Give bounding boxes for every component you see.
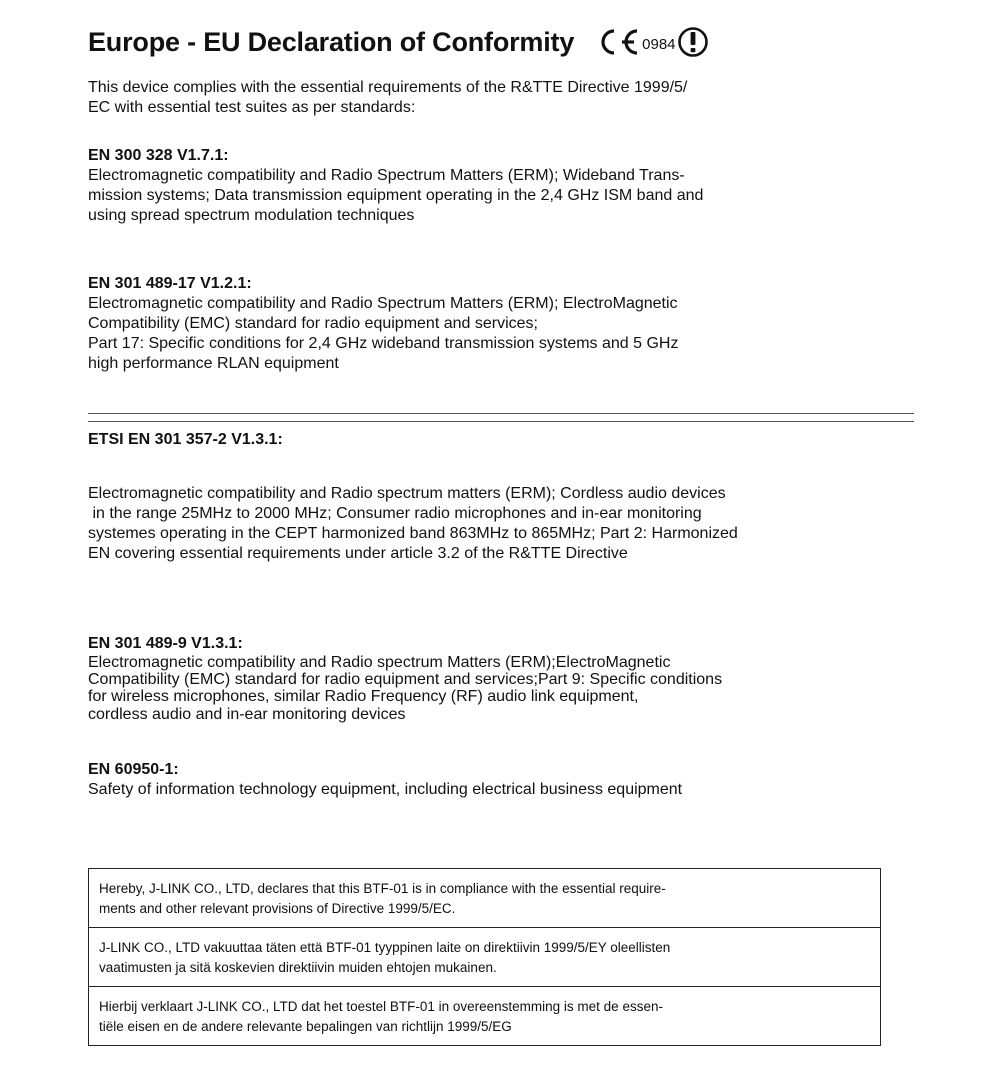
standard-en-300-328: [88, 146, 933, 226]
standard-en-301-489-17: [88, 274, 933, 374]
declaration-line: tiële eisen en de andere relevante bepalingen van richtlijn 1999/5/EG: [99, 1019, 512, 1034]
standard-line: Electromagnetic compatibility and Radio Spectrum Matters (ERM); Wideband Trans-: [88, 167, 685, 184]
declaration-finnish: [89, 928, 881, 987]
standard-heading: EN 300 328 V1.7.1:: [88, 147, 229, 164]
declaration-dutch: [89, 987, 881, 1046]
standard-line: Compatibility (EMC) standard for radio equipment and services;: [88, 315, 538, 332]
standard-en-60950-1: [88, 760, 933, 800]
standard-line: cordless audio and in-ear monitoring devices: [88, 706, 406, 723]
standard-heading: EN 301 489-9 V1.3.1:: [88, 635, 243, 652]
standard-line: Compatibility (EMC) standard for radio equipment and services;Part 9: Specific conditions: [88, 671, 723, 688]
standard-line: Electromagnetic compatibility and Radio Spectrum Matters (ERM); ElectroMagnetic: [88, 295, 678, 312]
standard-line: Safety of information technology equipment, including electrical business equipment: [88, 781, 683, 798]
standard-line: Electromagnetic compatibility and Radio spectrum Matters (ERM);ElectroMagnetic: [88, 654, 671, 671]
divider-line: [88, 413, 914, 414]
standard-etsi-en-301-357-2-body: [88, 484, 938, 564]
header: [88, 22, 709, 62]
standard-heading: EN 301 489-17 V1.2.1:: [88, 275, 252, 292]
standard-line: in the range 25MHz to 2000 MHz; Consumer radio microphones and in-ear monitoring: [88, 505, 702, 522]
standard-line: systemes operating in the CEPT harmonized band 863MHz to 865MHz; Part 2: Harmonized: [88, 525, 738, 542]
divider-line: [88, 421, 914, 422]
standard-line: mission systems; Data transmission equipment operating in the 2,4 GHz ISM band and: [88, 187, 704, 204]
alert-class-2-icon: [677, 26, 709, 58]
declaration-line: ments and other relevant provisions of Directive 1999/5/EC.: [99, 901, 456, 916]
standard-line: Electromagnetic compatibility and Radio spectrum matters (ERM); Cordless audio devices: [88, 485, 726, 502]
declarations-table: [88, 868, 881, 1046]
table-row: [89, 987, 881, 1046]
intro-line: EC with essential test suites as per standards:: [88, 99, 416, 116]
intro-paragraph: [88, 78, 933, 118]
page-title: Europe - EU Declaration of Conformity: [88, 26, 575, 57]
standard-line: EN covering essential requirements under article 3.2 of the R&TTE Directive: [88, 545, 628, 562]
standard-heading: EN 60950-1:: [88, 761, 179, 778]
notified-body-number: 0984: [642, 35, 676, 53]
standard-line: using spread spectrum modulation techniques: [88, 207, 415, 224]
table-row: [89, 869, 881, 928]
intro-line: This device complies with the essential requirements of the R&TTE Directive 1999/5/: [88, 79, 688, 96]
standard-line: Part 17: Specific conditions for 2,4 GHz wideband transmission systems and 5 GHz: [88, 335, 679, 352]
standard-etsi-en-301-357-2-heading: [88, 430, 933, 450]
declaration-line: vaatimusten ja sitä koskevien direktiivin muiden ehtojen mukainen.: [99, 960, 497, 975]
declaration-line: Hierbij verklaart J-LINK CO., LTD dat het toestel BTF-01 in overeenstemming is met de essen-: [99, 999, 663, 1014]
standard-line: high performance RLAN equipment: [88, 355, 339, 372]
standard-heading: ETSI EN 301 357-2 V1.3.1:: [88, 431, 283, 448]
standard-en-301-489-9: [88, 634, 933, 725]
declaration-line: Hereby, J-LINK CO., LTD, declares that this BTF-01 is in compliance with the essential require-: [99, 881, 666, 896]
table-row: [89, 928, 881, 987]
ce-mark-icon: [594, 27, 640, 57]
declaration-english: [89, 869, 881, 928]
declaration-line: J-LINK CO., LTD vakuuttaa täten että BTF-01 tyyppinen laite on direktiivin 1999/5/EY oleellisten: [99, 940, 671, 955]
standard-line: for wireless microphones, similar Radio Frequency (RF) audio link equipment,: [88, 688, 639, 705]
